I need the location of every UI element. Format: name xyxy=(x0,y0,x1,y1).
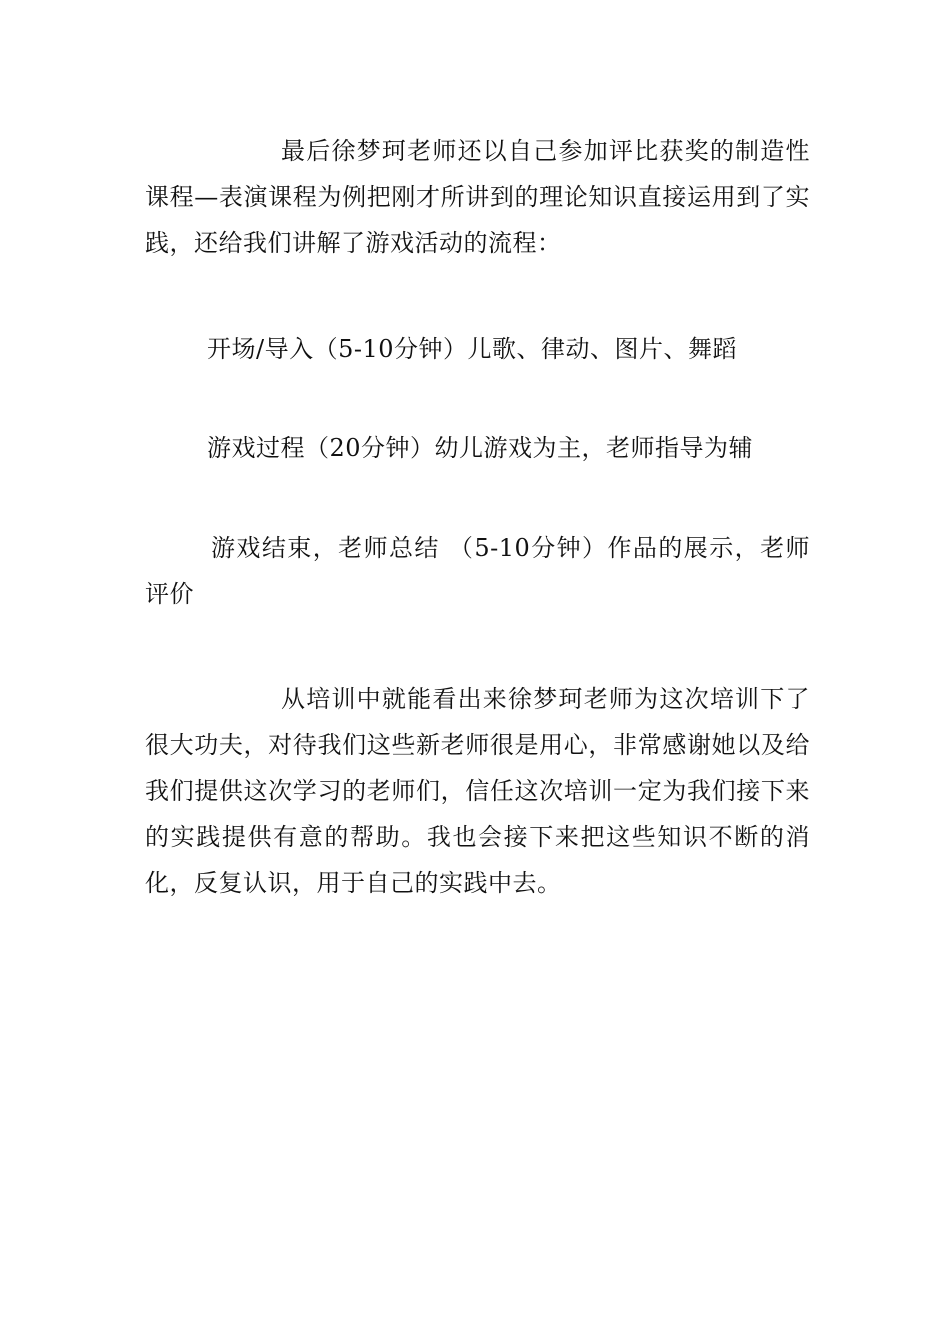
paragraph-training-reflection: 从培训中就能看出来徐梦珂老师为这次培训下了很大功夫，对待我们这些新老师很是用心，非常感谢她以及给我们提供这次学习的老师们，信任这次培训一定为我们接下来的实践提供有意的帮助。我也会接下来把这些知识不断的消化，反复认识，用于自己的实践中去。 xyxy=(145,685,810,897)
paragraph-game-process-step: 游戏过程（20分钟）幼儿游戏为主，老师指导为辅 xyxy=(207,434,754,462)
paragraph-ending-step: 游戏结束，老师总结 （5-10分钟）作品的展示，老师评价 xyxy=(145,534,810,608)
paragraph-opening-step: 开场/导入（5-10分钟）儿歌、律动、图片、舞蹈 xyxy=(207,335,738,363)
paragraph-course-example: 最后徐梦珂老师还以自己参加评比获奖的制造性课程—表演课程为例把刚才所讲到的理论知识直接运用到了实践，还给我们讲解了游戏活动的流程： xyxy=(145,137,810,257)
